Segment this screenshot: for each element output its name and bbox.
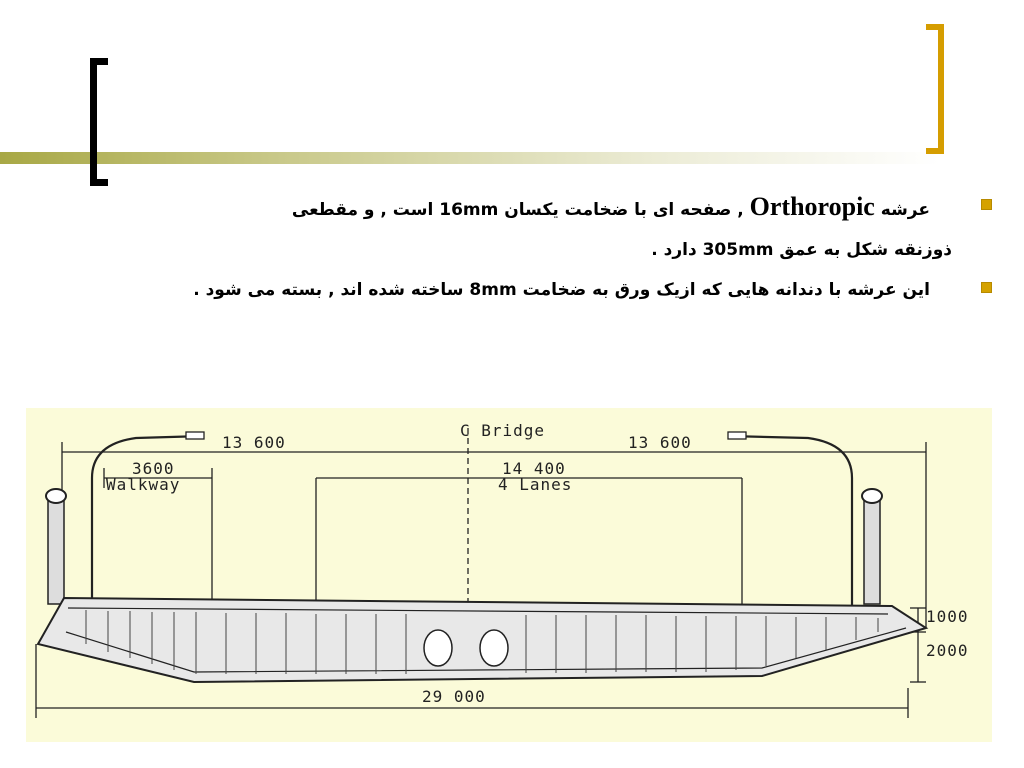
decorative-gold-line xyxy=(0,152,940,164)
total-width-label: 29 000 xyxy=(422,687,486,706)
height-upper-label: 1000 xyxy=(926,607,969,626)
access-opening-right xyxy=(480,630,508,666)
lanes-width-label: 14 400 xyxy=(502,459,566,478)
lanes-label: 4 Lanes xyxy=(498,475,573,494)
right-lamp-post xyxy=(728,436,852,608)
left-width-label: 13 600 xyxy=(222,433,286,452)
bullet-square-icon xyxy=(981,282,992,293)
height-lower-label: 2000 xyxy=(926,641,969,660)
walkway-label: Walkway xyxy=(106,475,181,494)
bridge-drawing xyxy=(26,408,992,742)
access-opening-left xyxy=(424,630,452,666)
bullet-line: این عرشه با دندانه هایی که ازیک ورق به ضخامت 8mm ساخته شده اند , بسته می شود . xyxy=(193,280,930,300)
bullet-line-2: ذوزنقه شکل به عمق 305mm دارد . xyxy=(651,240,952,260)
bullet-item-1 xyxy=(60,186,1000,269)
bullet-item-2 xyxy=(60,269,1000,311)
walkway-width-label: 3600 xyxy=(132,459,175,478)
right-width-label: 13 600 xyxy=(628,433,692,452)
bullet-prefix: عرشه xyxy=(880,200,930,220)
bullet-line-1: , صفحه ای با ضخامت یکسان 16mm است , و مقطعی xyxy=(291,200,744,220)
left-bracket-decoration xyxy=(90,58,108,186)
orthotropic-term: Orthoropic xyxy=(749,192,875,221)
bridge-cross-section-diagram xyxy=(26,408,992,742)
left-railing-post xyxy=(48,492,64,604)
bullet-square-icon xyxy=(981,199,992,210)
bullet-list xyxy=(60,186,1000,311)
right-bracket-decoration xyxy=(926,24,944,154)
bullet-line xyxy=(60,186,1000,231)
right-railing-post xyxy=(864,492,880,604)
centerline-label: C Bridge xyxy=(460,421,546,440)
